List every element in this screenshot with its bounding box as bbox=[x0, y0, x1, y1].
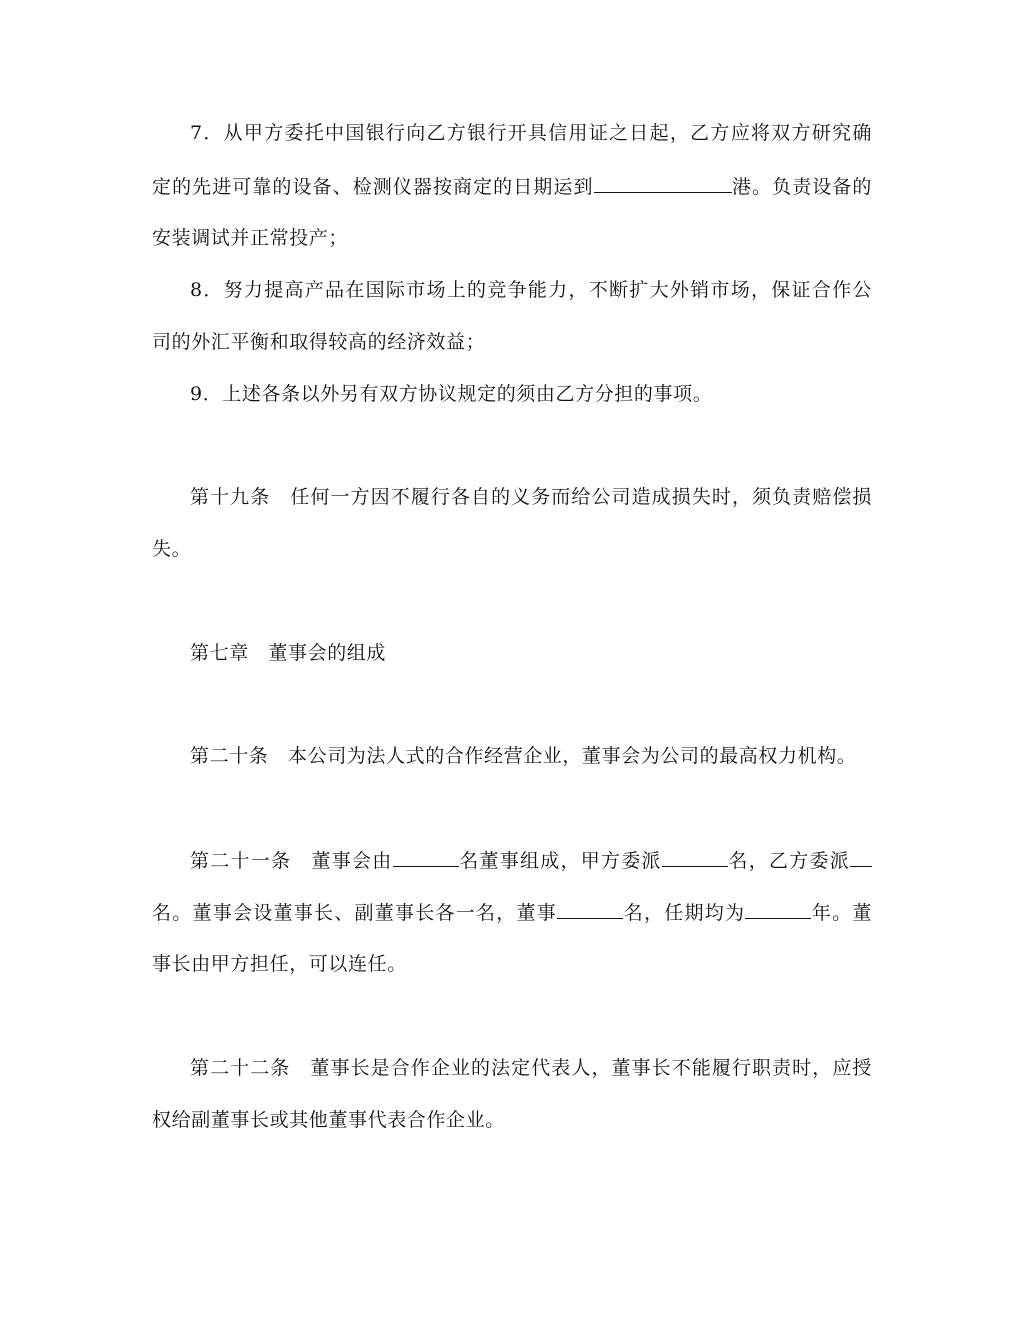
directors-total-blank bbox=[393, 846, 459, 867]
party-b-directors-blank bbox=[850, 846, 872, 867]
chapter-7-title: 第七章 董事会的组成 bbox=[190, 642, 387, 664]
item-7-text-b: 港。负责设备的 bbox=[731, 176, 872, 198]
port-blank bbox=[594, 172, 732, 193]
item-8-line-2: 司的外汇平衡和取得较高的经济效益； bbox=[152, 331, 486, 353]
directors-count-blank bbox=[557, 898, 623, 919]
article-21-text-e: 名，任期均为 bbox=[623, 902, 746, 924]
article-22-line-1: 第二十二条 董事长是合作企业的法定代表人，董事长不能履行职责时，应授 bbox=[190, 1057, 872, 1079]
article-22-line-2: 权给副董事长或其他董事代表合作企业。 bbox=[152, 1109, 505, 1131]
item-7-text-a: 定的先进可靠的设备、检测仪器按商定的日期运到 bbox=[152, 176, 594, 198]
item-7-line-2 bbox=[152, 172, 872, 201]
article-21-line-3: 事长由甲方担任，可以连任。 bbox=[152, 953, 407, 975]
article-21-text-c: 名，乙方委派 bbox=[727, 850, 850, 872]
article-21-line-2 bbox=[152, 898, 872, 927]
article-21-text-f: 年。董 bbox=[811, 902, 872, 924]
article-21-text-a: 第二十一条 董事会由 bbox=[190, 850, 393, 872]
item-8-line-1: 8．努力提高产品在国际市场上的竞争能力，不断扩大外销市场，保证合作公 bbox=[190, 279, 872, 301]
item-9-line-1: 9．上述各条以外另有双方协议规定的须由乙方分担的事项。 bbox=[190, 383, 713, 405]
article-19-line-2: 失。 bbox=[152, 538, 192, 560]
article-20-line-1: 第二十条 本公司为法人式的合作经营企业，董事会为公司的最高权力机构。 bbox=[190, 745, 857, 767]
article-21-text-d: 名。董事会设董事长、副董事长各一名，董事 bbox=[152, 902, 558, 924]
article-19-line-1: 第十九条 任何一方因不履行各自的义务而给公司造成损失时，须负责赔偿损 bbox=[190, 486, 872, 508]
article-21-line-1 bbox=[190, 846, 872, 875]
item-7-line-3: 安装调试并正常投产； bbox=[152, 227, 349, 249]
article-21-text-b: 名董事组成，甲方委派 bbox=[458, 850, 662, 872]
term-years-blank bbox=[745, 898, 811, 919]
item-7-line-1: 7．从甲方委托中国银行向乙方银行开具信用证之日起，乙方应将双方研究确 bbox=[190, 122, 872, 144]
party-a-directors-blank bbox=[662, 846, 728, 867]
